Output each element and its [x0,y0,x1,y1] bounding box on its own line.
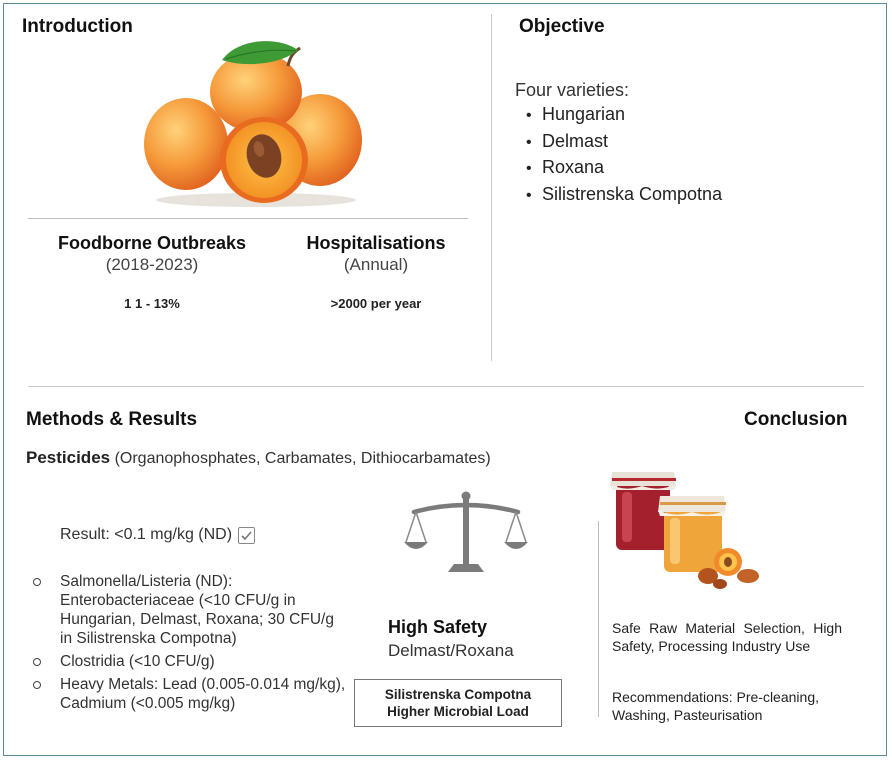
microbial-load-note: Higher Microbial Load [387,704,529,719]
microbial-load-variety: Silistrenska Compotna [384,687,532,702]
methods-title: Methods & Results [26,409,198,430]
hospitalisations-value: >2000 per year [330,296,422,311]
variety-item: • Hungarian [526,102,722,129]
variety-item: • Silistrenska Compotna [526,182,722,209]
conclusion-recommendations: Recommendations: Pre-cleaning, Washing, Pasteurisation [612,689,819,723]
finding-item: Clostridia (<10 CFU/g) [26,652,348,671]
high-safety-title: High Safety [388,617,488,637]
variety-item: • Roxana [526,155,722,182]
conclusion-divider [598,521,599,717]
conclusion-summary: Safe Raw Material Selection, High Safety, Processing Industry Use [612,620,842,654]
finding-item: Heavy Metals: Lead (0.005-0.014 mg/kg), Cadmium (<0.005 mg/kg) [26,675,348,713]
pesticides-label: Pesticides [26,448,111,467]
pesticide-result [60,526,255,544]
apricot-jam-jars-image [604,464,774,594]
hospitalisations-period: (Annual) [343,255,409,274]
microbial-load-box [354,679,562,727]
outbreaks-period: (2018-2023) [105,255,199,274]
outbreaks-value: 1 1 - 13% [124,296,180,311]
conclusion-title: Conclusion [744,409,848,430]
varieties-list [526,102,722,208]
finding-item: Salmonella/Listeria (ND): Enterobacteriaceae (<10 CFU/g in Hungarian, Delmast, Roxana; 30 CFU/g in Silistrenska Compotna) [26,572,348,648]
high-safety-varieties: Delmast/Roxana [388,641,514,660]
section-divider [28,386,864,387]
variety-item: • Delmast [526,129,722,156]
apricots-image [138,36,373,208]
top-column-divider [491,14,492,361]
pesticides-line [26,448,491,468]
hospitalisations-heading: Hospitalisations [306,233,446,253]
objective-title: Objective [519,16,605,37]
findings-list [26,572,348,717]
pesticides-detail: (Organophosphates, Carbamates, Dithiocarbamates) [114,450,491,467]
result-text: Result: <0.1 mg/kg (ND) [60,526,233,543]
balance-scale-icon [404,490,528,578]
objective-intro: Four varieties: [515,80,630,100]
checkbox-icon [238,527,255,544]
introduction-title: Introduction [22,16,133,37]
intro-divider [28,218,468,219]
outbreaks-heading: Foodborne Outbreaks [57,233,246,253]
